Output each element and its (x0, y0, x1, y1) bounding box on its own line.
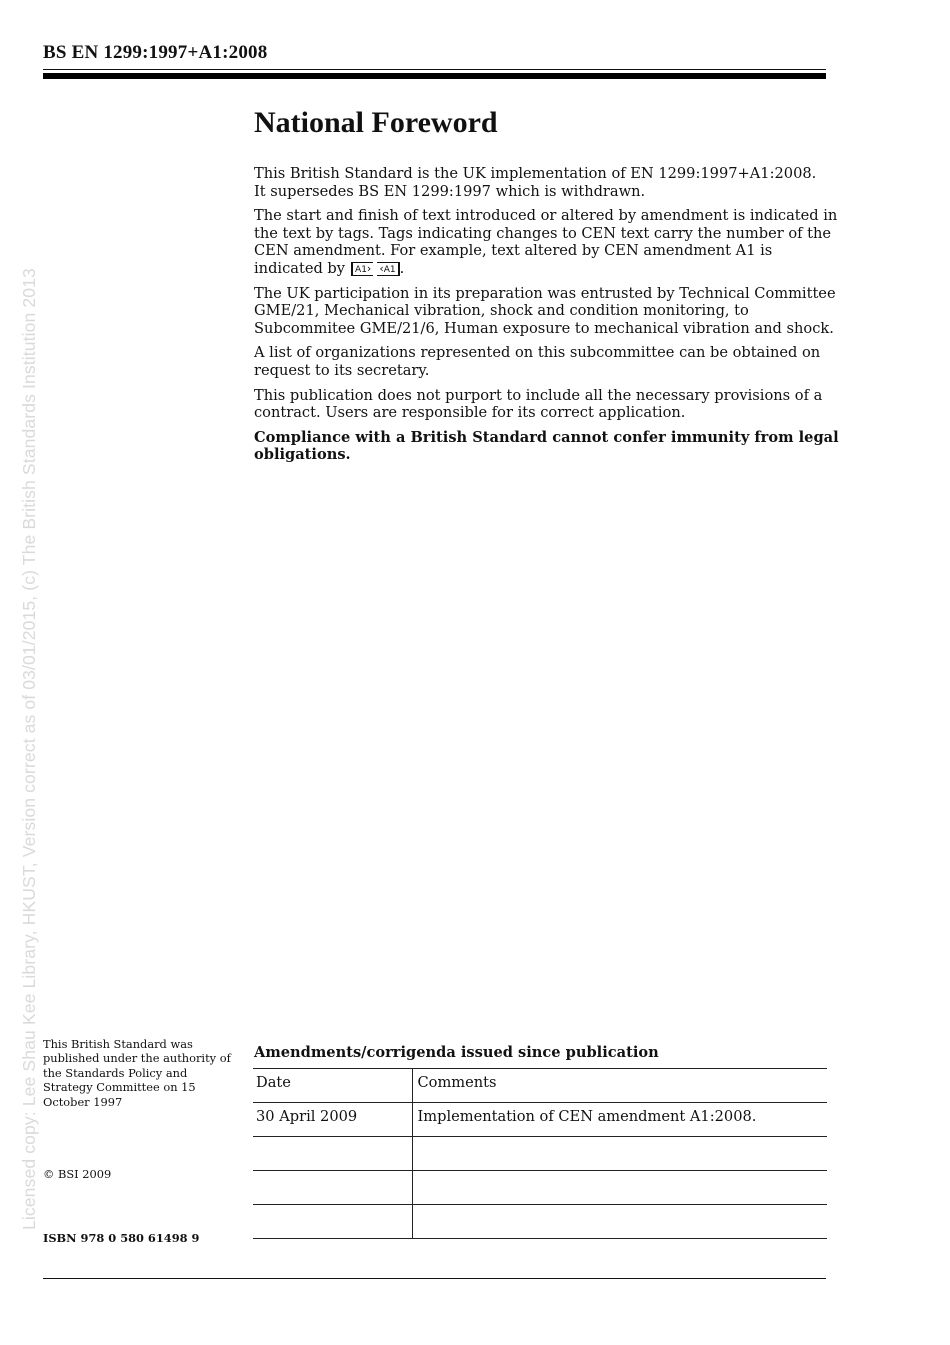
paragraph-amendment-tags-end: . (399, 259, 405, 277)
header-thick-rule (43, 73, 826, 79)
amendment-end-tag-icon: ‹ A1 (377, 262, 399, 276)
table-row (253, 1103, 827, 1137)
amendment-date-cell: 30 April 2009 (253, 1103, 412, 1137)
paragraph-provisions: This publication does not purport to include all the necessary provisions of a contract. Users are responsible for its correct application. (254, 386, 823, 422)
date-column-header: Date (253, 1069, 412, 1103)
table-row (253, 1205, 827, 1239)
compliance-statement: Compliance with a British Standard cannot confer immunity from legal obligations. (254, 428, 839, 464)
paragraph-implementation (254, 165, 844, 200)
table-row (253, 1137, 827, 1171)
amendment-comment-cell (412, 1171, 827, 1205)
header-thin-rule (43, 69, 826, 70)
copyright-notice: © BSI 2009 (43, 1167, 112, 1181)
amendments-table (253, 1068, 827, 1239)
table-row (253, 1171, 827, 1205)
paragraph-committee: The UK participation in its preparation was entrusted by Technical Committee GME/21, Mechanical vibration, shock and condition monitoring, to Subcommitee GME/21/6, Human exposure to mechanical vibration and shock. (254, 284, 836, 337)
comments-column-header: Comments (412, 1069, 827, 1103)
paragraph-implementation-line2: It supersedes BS EN 1299:1997 which is withdrawn. (254, 182, 646, 200)
publication-note: This British Standard was published under the authority of the Standards Policy and Strategy Committee on 15 October 1997 (43, 1037, 231, 1109)
paragraph-amendment-tags-text: The start and finish of text introduced or altered by amendment is indicated in the text by tags. Tags indicating changes to CEN text carry the number of the CEN amendment. For example, text altered by CEN amendment A1 is indicated by (254, 207, 838, 277)
amendments-title: Amendments/corrigenda issued since publication (254, 1044, 659, 1061)
paragraph-implementation-line1: This British Standard is the UK implementation of EN 1299:1997+A1:2008. (254, 165, 817, 182)
amendment-start-tag-icon: A1 › (351, 262, 373, 276)
page-title: National Foreword (254, 106, 498, 139)
amendment-date-cell (253, 1137, 412, 1171)
amendments-header-row (253, 1069, 827, 1103)
amendment-comment-cell (412, 1137, 827, 1171)
amendment-comment-cell: Implementation of CEN amendment A1:2008. (412, 1103, 827, 1137)
amendment-date-cell (253, 1171, 412, 1205)
footer-rule (43, 1278, 826, 1279)
paragraph-amendment-tags (254, 207, 844, 277)
license-watermark: Licensed copy: Lee Shau Kee Library, HKUST, Version correct as of 03/01/2015, (c) The British Standards Institution 2013 (19, 268, 39, 1230)
amendment-comment-cell (412, 1205, 827, 1239)
document-code: BS EN 1299:1997+A1:2008 (43, 42, 268, 63)
foreword-body (254, 165, 844, 471)
isbn-number: ISBN 978 0 580 61498 9 (43, 1231, 200, 1245)
paragraph-organizations: A list of organizations represented on this subcommittee can be obtained on request to its secretary. (254, 344, 821, 379)
amendment-date-cell (253, 1205, 412, 1239)
